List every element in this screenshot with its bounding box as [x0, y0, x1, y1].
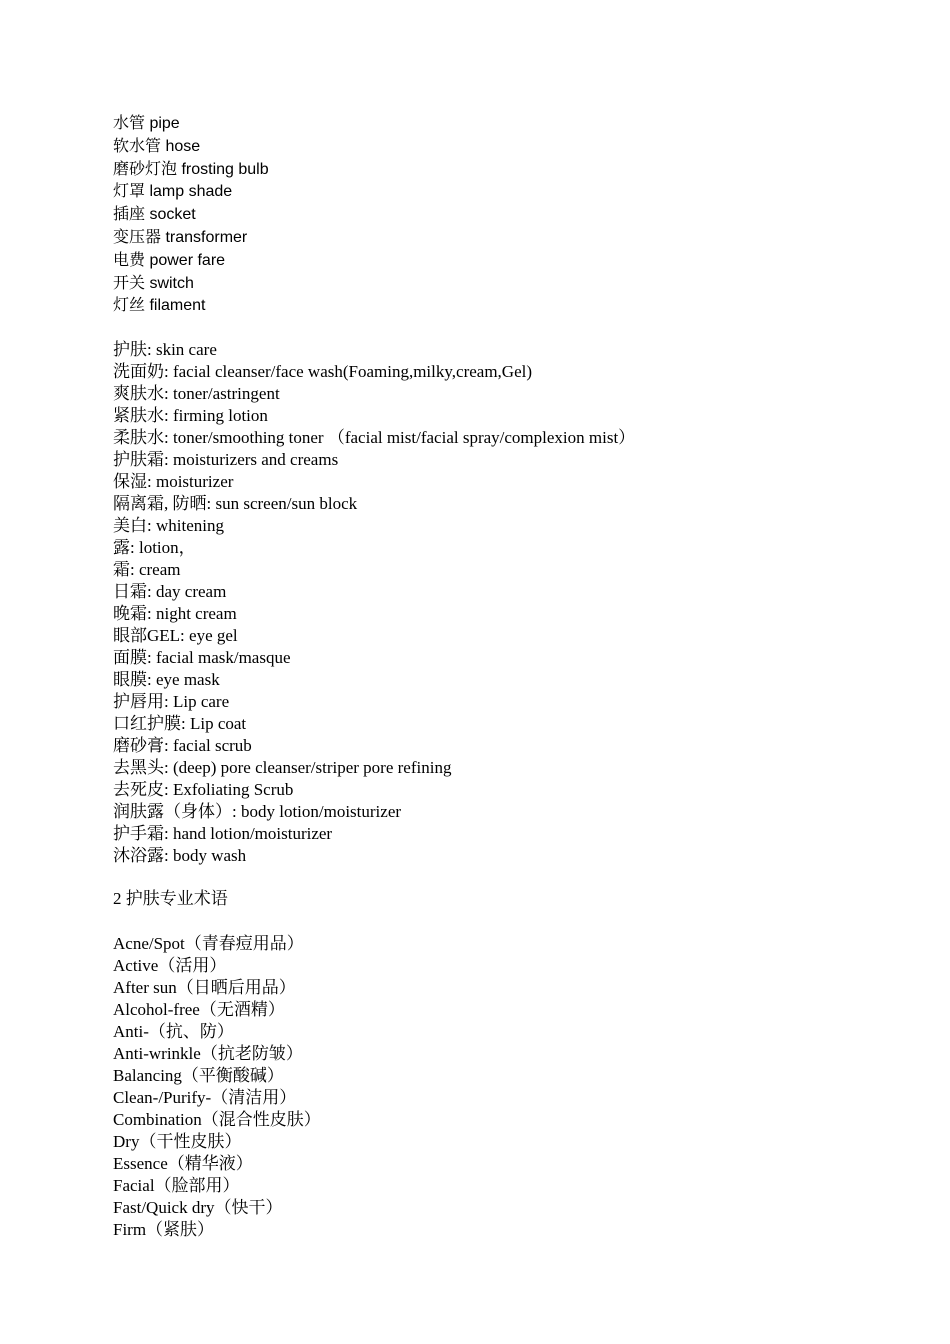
term-line: Combination（混合性皮肤） [113, 1110, 321, 1130]
vocab-line: 眼膜: eye mask [113, 670, 220, 690]
vocab-line: 护手霜: hand lotion/moisturizer [113, 824, 333, 844]
section-heading: 2 护肤专业术语 [113, 889, 228, 909]
vocab-line: 变压器 transformer [113, 228, 248, 246]
term-line: Fast/Quick dry（快干） [113, 1198, 283, 1218]
skincare-vocab-list [113, 339, 913, 867]
vocab-line: 口红护膜: Lip coat [113, 714, 247, 734]
vocab-line: 洗面奶: facial cleanser/face wash(Foaming,milky,cream,Gel) [113, 362, 533, 382]
vocab-line: 眼部GEL: eye gel [113, 626, 238, 646]
vocab-line: 晚霜: night cream [113, 604, 237, 624]
skincare-terms-list [113, 933, 913, 1241]
term-line: Firm（紧肤） [113, 1220, 215, 1240]
term-line: Balancing（平衡酸碱） [113, 1066, 284, 1086]
vocab-line: 沐浴露: body wash [113, 846, 247, 866]
vocab-line: 柔肤水: toner/smoothing toner （facial mist/facial spray/complexion mist） [113, 428, 636, 448]
vocab-line: 护肤: skin care [113, 340, 217, 360]
vocab-line: 护肤霜: moisturizers and creams [113, 450, 339, 470]
vocab-line: 日霜: day cream [113, 582, 227, 602]
vocab-line: 灯罩 lamp shade [113, 183, 233, 201]
vocab-line: 保湿: moisturizer [113, 472, 234, 492]
vocab-line: 软水管 hose [113, 137, 201, 155]
term-line: Alcohol-free（无酒精） [113, 1000, 285, 1020]
vocab-line: 爽肤水: toner/astringent [113, 384, 280, 404]
term-line: Dry（干性皮肤） [113, 1132, 242, 1152]
vocab-line: 面膜: facial mask/masque [113, 648, 291, 668]
term-line: Active（活用） [113, 956, 227, 976]
paragraph-gap [113, 318, 913, 339]
vocab-line: 润肤露（身体）: body lotion/moisturizer [113, 802, 402, 822]
vocab-line: 露: lotion， [113, 538, 196, 558]
paragraph-gap [113, 910, 913, 933]
vocab-line: 插座 socket [113, 206, 196, 224]
term-line: Essence（精华液） [113, 1154, 253, 1174]
vocab-line: 开关 switch [113, 274, 194, 292]
vocab-line: 护唇用: Lip care [113, 692, 230, 712]
vocab-line: 电费 power fare [113, 251, 226, 269]
term-line: Clean-/Purify-（清洁用） [113, 1088, 297, 1108]
term-line: After sun（日晒后用品） [113, 978, 296, 998]
vocab-line: 美白: whitening [113, 516, 224, 536]
vocab-line: 霜: cream [113, 560, 181, 580]
term-line: Anti-（抗、防） [113, 1022, 234, 1042]
vocab-line: 去死皮: Exfoliating Scrub [113, 780, 294, 800]
vocab-line: 水管 pipe [113, 115, 180, 132]
vocab-line: 磨砂灯泡 frosting bulb [113, 160, 269, 178]
vocab-line: 紧肤水: firming lotion [113, 406, 268, 426]
vocab-line: 灯丝 filament [113, 297, 206, 315]
term-line: Anti-wrinkle（抗老防皱） [113, 1044, 303, 1064]
vocab-line: 去黑头: (deep) pore cleanser/striper pore refining [113, 758, 452, 778]
vocab-line: 隔离霜, 防晒: sun screen/sun block [113, 494, 358, 514]
hardware-vocab-list [113, 113, 913, 318]
document-body [113, 113, 913, 1241]
term-line: Acne/Spot（青春痘用品） [113, 934, 304, 954]
term-line: Facial（脸部用） [113, 1176, 240, 1196]
vocab-line: 磨砂膏: facial scrub [113, 736, 252, 756]
paragraph-gap [113, 867, 913, 888]
